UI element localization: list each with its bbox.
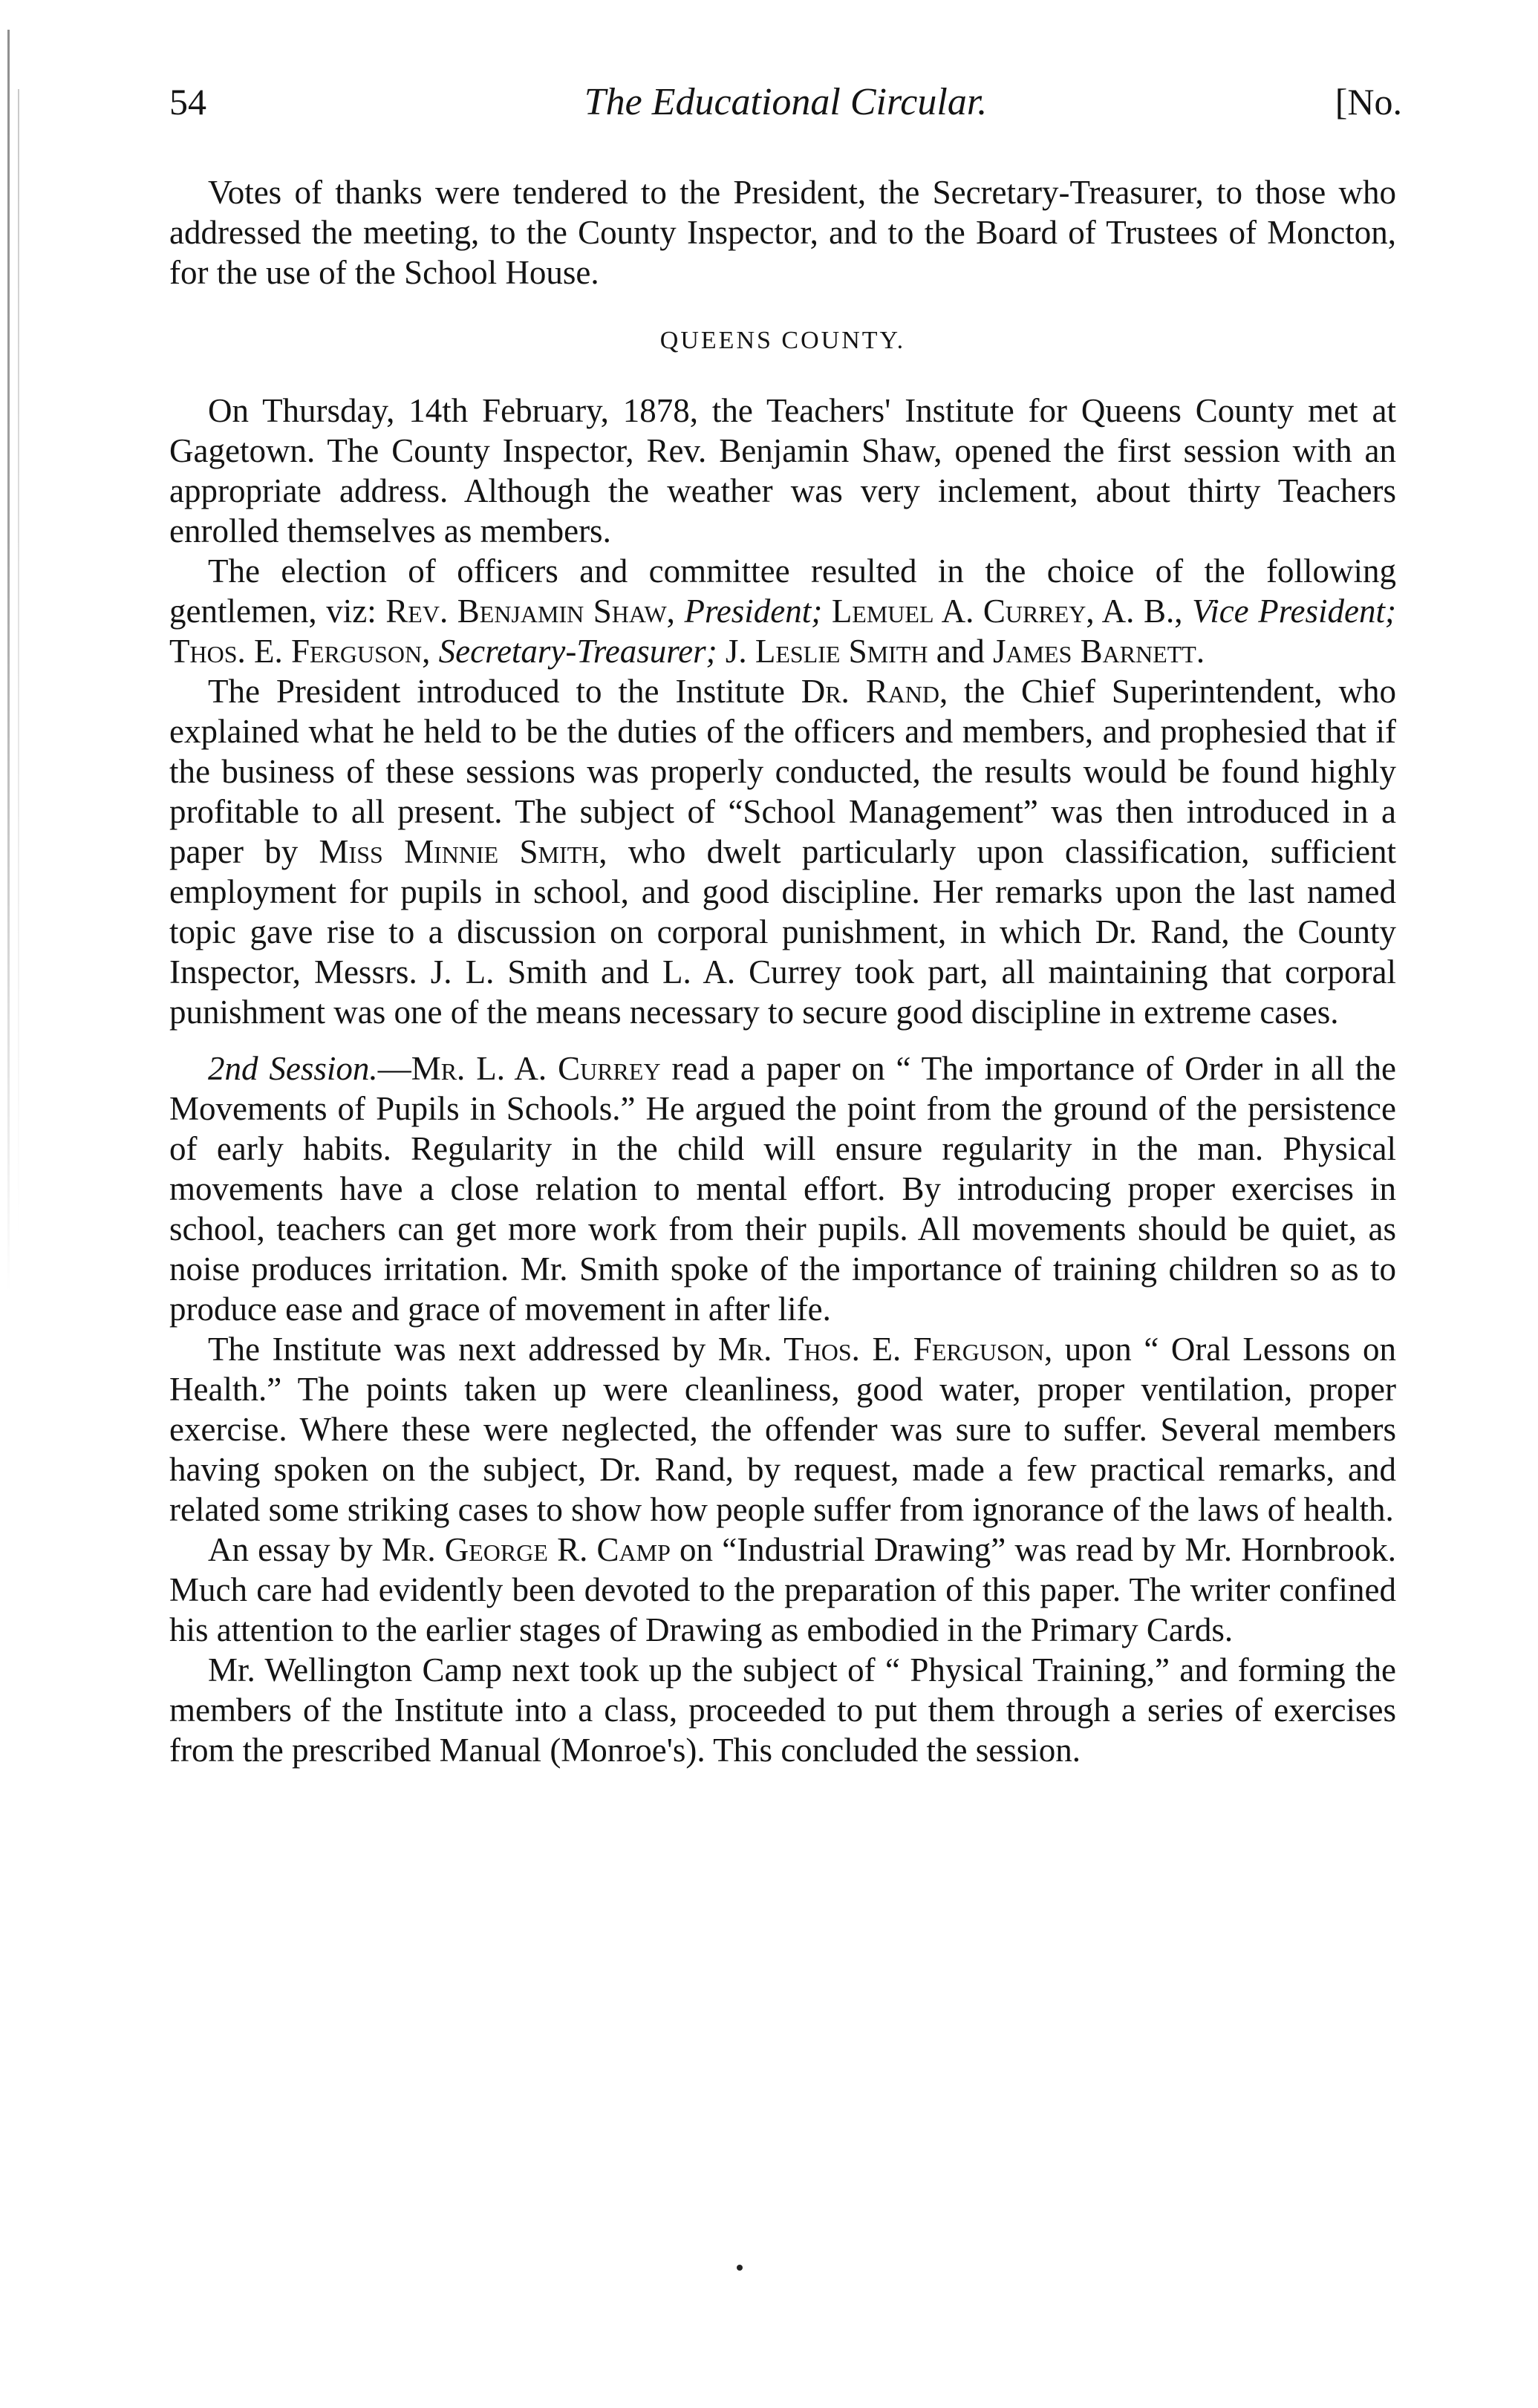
person-name: Dr. Rand (801, 673, 940, 710)
officer-name: J. Leslie Smith (725, 633, 928, 670)
page-header (169, 80, 1402, 140)
binding-edge-shadow (18, 89, 19, 1240)
paragraph-institute-meeting: On Thursday, 14th February, 1878, the Teachers' Institute for Queens County met at Gagetown. The County Inspector, Rev. Benjamin Shaw, opened the first session with an appropriate address. Although the weather was very inclement, about thirty Teachers enrolled themselves as members. (169, 392, 1396, 549)
officer-role: President; (684, 593, 823, 630)
officer-name: Rev. Benjamin Shaw (385, 593, 667, 630)
paragraph-second-session: 2nd Session.—Mr. L. A. Currey read a paper on “ The importance of Order in all the Movements of Pupils in Schools.” He argued the point from the ground of the persistence of early habits. Regularity in the child will ensure regularity in the man. Physical movements have a close relation to mental effort. By introducing proper exercises in school, teachers can get more work from their pupils. All movements should be quiet, as noise produces irritation. Mr. Smith spoke of the importance of training children so as to produce ease and grace of movement in after life. (169, 1050, 1396, 1328)
page-number: 54 (169, 81, 206, 123)
binding-edge (7, 30, 10, 1292)
paragraph-physical-training: Mr. Wellington Camp next took up the subject of “ Physical Training,” and forming the members of the Institute into a class, proceeded to put them through a series of exercises from the prescribed Manual (Monroe's). This concluded the session. (169, 1651, 1396, 1769)
person-name: Miss Minnie Smith (319, 833, 599, 870)
paragraph-election-of-officers: The election of officers and committee resulted in the choice of the following gentlemen, viz: Rev. Benjamin Shaw, President; Lemuel A. Currey, A. B., Vice President; Thos. E. Ferguson, Secretary-Treasurer; J. Leslie Smith and James Barnett. (169, 552, 1396, 670)
session-label: 2nd Session. (208, 1050, 378, 1087)
officer-role: Secretary-Treasurer; (438, 633, 717, 670)
paragraph-oral-lessons: The Institute was next addressed by Mr. Thos. E. Ferguson, upon “ Oral Lessons on Health.” The points taken up were cleanliness, good water, proper ventilation, proper exercise. Where these were neglected, the offender was sure to suffer. Several members having spoken on the subject, Dr. Rand, by request, made a few practical remarks, and related some striking cases to show how people suffer from ignorance of the laws of health. (169, 1331, 1397, 1528)
officer-role: Vice President; (1192, 593, 1396, 630)
person-name: Mr. Thos. E. Ferguson (717, 1331, 1044, 1368)
article-body (169, 172, 1396, 1770)
person-name: Mr. George R. Camp (381, 1531, 671, 1568)
stray-print-mark (737, 2265, 743, 2271)
running-title: The Educational Circular. (584, 81, 988, 123)
paragraph-votes-of-thanks: Votes of thanks were tendered to the President, the Secretary-Treasurer, to those who addressed the meeting, to the County Inspector, and to the Board of Trustees of Moncton, for the use of the School House. (169, 174, 1396, 291)
issue-abbreviation: [No. (1335, 81, 1402, 123)
person-name: Mr. L. A. Currey (411, 1050, 661, 1087)
officer-name: James Barnett (992, 633, 1196, 670)
paragraph-chief-superintendent: The President introduced to the Institute Dr. Rand, the Chief Superintendent, who explained what he held to be the duties of the officers and members, and prophesied that if the business of these sessions was properly conducted, the results would be found highly profitable to all present. The subject of “School Management” was then introduced in a paper by Miss Minnie Smith, who dwelt particularly upon classification, sufficient employment for pupils in school, and good discipline. Her remarks upon the last named topic gave rise to a discussion on corporal punishment, in which Dr. Rand, the County Inspector, Messrs. J. L. Smith and L. A. Currey took part, all maintaining that corporal punishment was one of the means necessary to secure good discipline in extreme cases. (169, 673, 1396, 1031)
section-heading: QUEENS COUNTY. (659, 327, 906, 354)
officer-name: Thos. E. Ferguson (169, 633, 423, 670)
officer-name: Lemuel A. Currey (831, 593, 1086, 630)
paragraph-industrial-drawing: An essay by Mr. George R. Camp on “Industrial Drawing” was read by Mr. Hornbrook. Much care had evidently been devoted to the preparation of this paper. The writer confined his attention to the earlier stages of Drawing as embodied in the Primary Cards. (169, 1531, 1397, 1648)
